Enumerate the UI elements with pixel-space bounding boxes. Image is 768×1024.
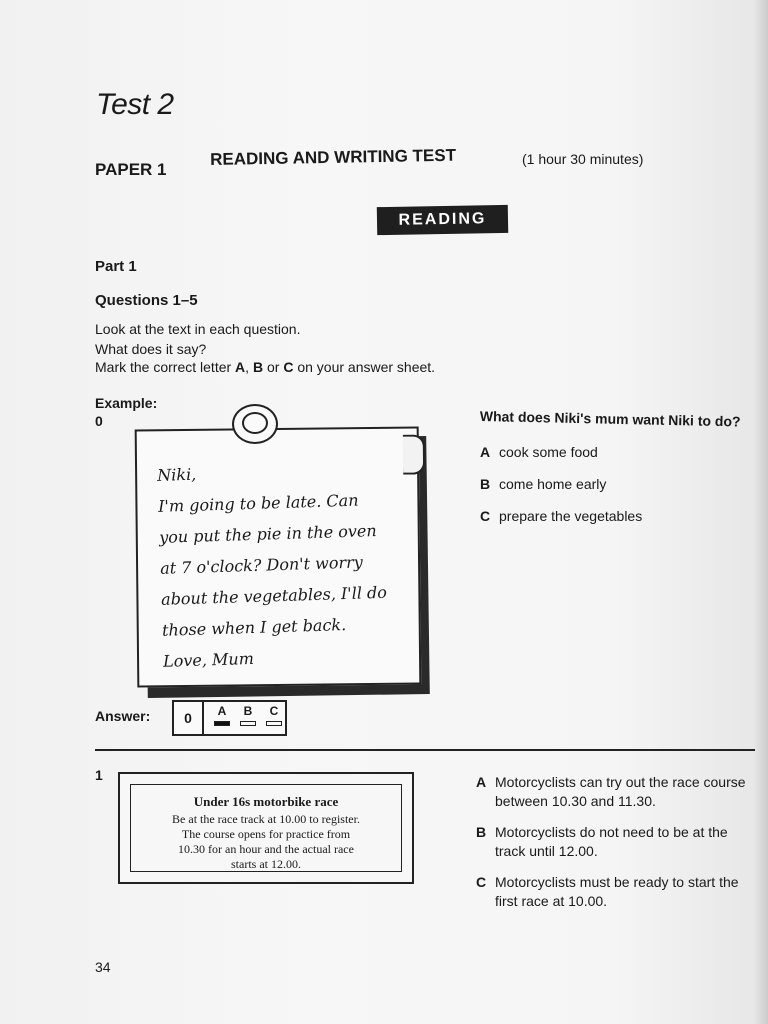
part-heading: Part 1	[95, 258, 137, 275]
option-text: Motorcyclists can try out the race course between 10.30 and 11.30.	[495, 774, 746, 809]
note-line: about the vegetables, I'll do	[160, 582, 388, 609]
option-text: come home early	[499, 476, 607, 492]
question-1-number: 1	[95, 767, 103, 783]
question-1-option-c	[476, 873, 756, 911]
page-number: 34	[95, 959, 111, 975]
note-line: Niki,	[156, 464, 197, 485]
sign-line: 10.30 for an hour and the actual race	[178, 842, 354, 856]
instruction-letter-b: B	[252, 359, 264, 375]
answer-box	[172, 700, 287, 736]
answer-cell-c	[264, 704, 284, 726]
sign-body	[131, 812, 401, 872]
answer-mark-a	[214, 721, 230, 726]
question-1-sign	[118, 772, 414, 884]
option-text: prepare the vegetables	[499, 508, 643, 524]
option-letter: B	[476, 824, 487, 840]
answer-letter: A	[217, 704, 227, 718]
note-line: you put the pie in the oven	[158, 521, 377, 547]
answer-letter: C	[269, 704, 279, 718]
instruction-line: What does it say?	[95, 341, 207, 357]
pushpin-icon	[232, 404, 278, 444]
paper-duration: (1 hour 30 minutes)	[522, 151, 644, 167]
instruction-text-end: on your answer sheet.	[293, 359, 436, 375]
answer-letter: B	[243, 704, 253, 718]
option-letter: A	[476, 774, 487, 790]
answer-cell-a	[212, 704, 232, 726]
answer-number: 0	[174, 702, 204, 734]
section-banner: READING	[377, 205, 508, 235]
question-1-option-a	[476, 773, 756, 811]
sign-line: starts at 12.00.	[231, 857, 301, 871]
instruction-mark-line	[95, 359, 435, 375]
test-title: Test 2	[96, 88, 174, 121]
example-question: What does Niki's mum want Niki to do?	[479, 408, 741, 430]
note-line: at 7 o'clock? Don't worry	[159, 552, 364, 578]
note-line: those when I get back.	[161, 615, 347, 640]
instruction-letter-c: C	[283, 359, 294, 375]
paper-label: PAPER 1	[95, 160, 167, 179]
instruction-or: or	[263, 359, 284, 375]
question-1-option-b	[476, 823, 756, 861]
questions-heading: Questions 1–5	[95, 292, 198, 309]
sign-line: Be at the race track at 10.00 to register.	[172, 812, 360, 826]
sign-line: The course opens for practice from	[181, 827, 351, 841]
instruction-line: Look at the text in each question.	[95, 321, 301, 337]
option-text: Motorcyclists must be ready to start the first race at 10.00.	[495, 874, 739, 909]
option-letter: B	[480, 476, 491, 492]
note-line: I'm going to be late. Can	[157, 490, 359, 516]
sign-title: Under 16s motorbike race	[193, 794, 339, 809]
instruction-text: Mark the correct letter	[95, 359, 236, 375]
answer-label: Answer:	[95, 708, 151, 724]
page-spine-shadow	[754, 0, 768, 1024]
note-text	[157, 452, 414, 677]
option-letter: C	[476, 874, 487, 890]
example-label: Example:	[95, 395, 158, 411]
paper-name: READING AND WRITING TEST	[210, 145, 457, 169]
option-text: cook some food	[499, 444, 598, 460]
example-number: 0	[95, 413, 103, 429]
section-divider	[95, 749, 755, 751]
example-option-a	[480, 444, 598, 460]
note-paper	[135, 427, 422, 688]
answer-mark-c	[266, 721, 282, 726]
example-option-b	[480, 476, 606, 492]
example-option-c	[480, 508, 642, 524]
answer-mark-b	[240, 721, 256, 726]
note-line: Love, Mum	[162, 648, 255, 671]
answer-cells	[212, 704, 284, 726]
example-note	[132, 412, 432, 712]
option-letter: C	[480, 508, 491, 524]
sign-inner-frame	[130, 784, 402, 872]
option-letter: A	[480, 444, 491, 460]
instruction-letter-a: A	[235, 359, 246, 375]
option-text: Motorcyclists do not need to be at the track until 12.00.	[495, 824, 728, 859]
instruction-comma: ,	[245, 359, 253, 375]
answer-cell-b	[238, 704, 258, 726]
